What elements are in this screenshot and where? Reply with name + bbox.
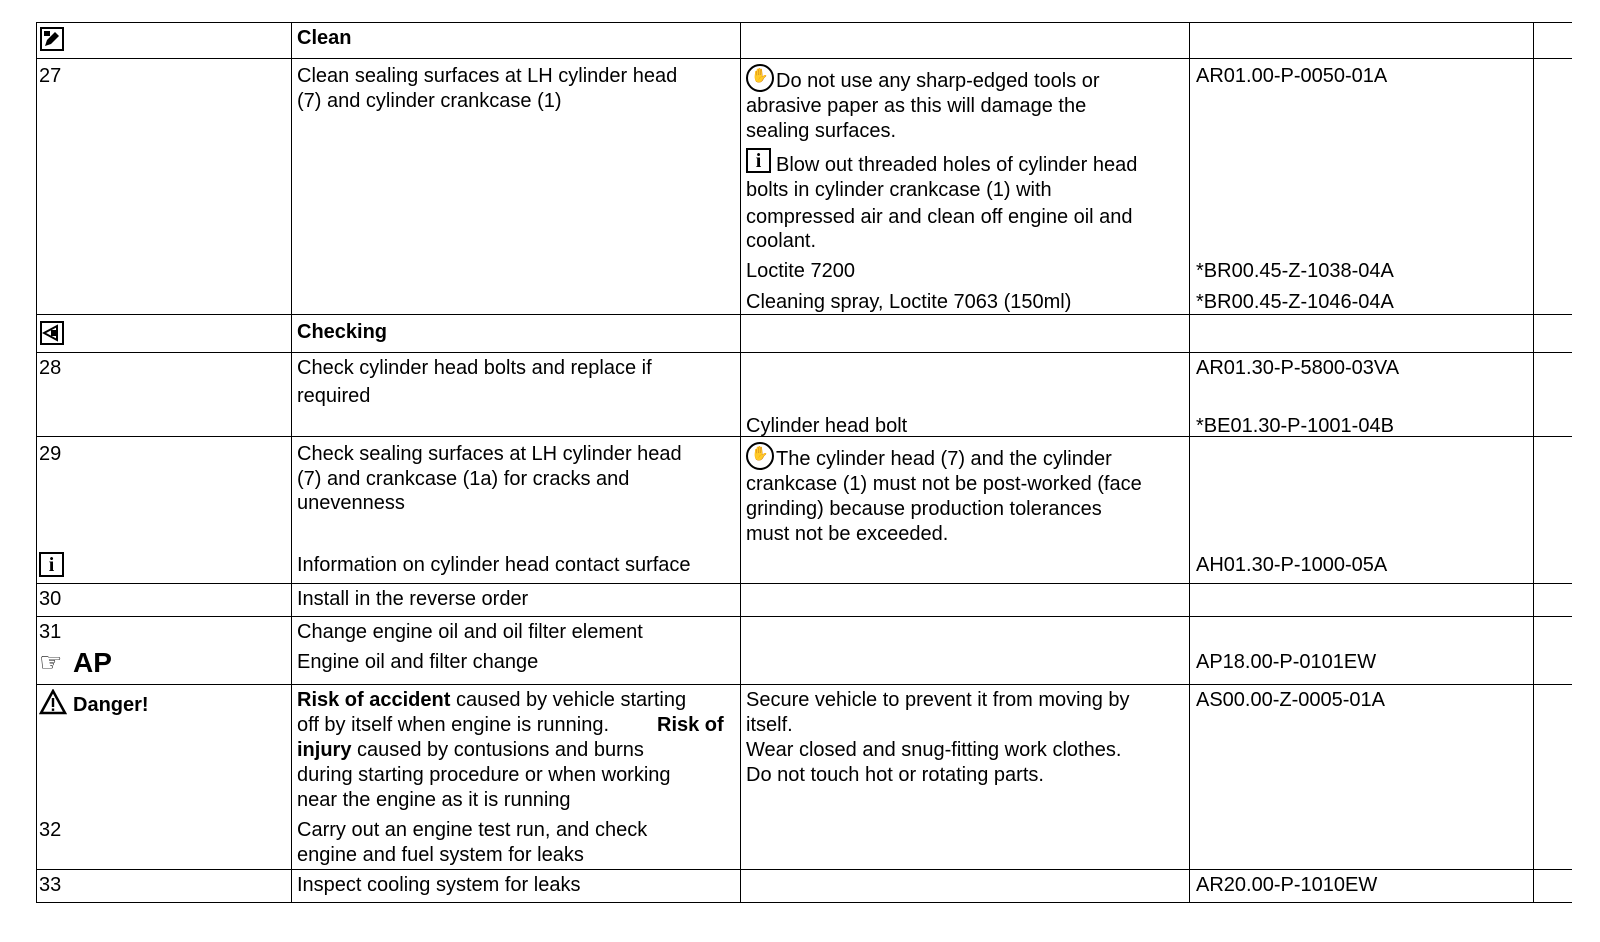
danger-text xyxy=(297,688,686,713)
step-text: Clean sealing surfaces at LH cylinder head xyxy=(297,65,678,87)
measure-text: Wear closed and snug-fitting work clothes. xyxy=(746,739,1122,761)
note-text: grinding) because production tolerances xyxy=(746,498,1102,520)
row-step-33 xyxy=(36,869,1572,903)
danger-label: Danger! xyxy=(73,694,149,716)
info-box-icon: i xyxy=(39,552,64,577)
material-text: Loctite 7200 xyxy=(746,260,855,282)
step-text: Change engine oil and oil filter element xyxy=(297,621,643,643)
note-text: Do not use any sharp-edged tools or xyxy=(776,70,1100,92)
danger-text: near the engine as it is running xyxy=(297,789,571,811)
note-text: The cylinder head (7) and the cylinder xyxy=(776,448,1112,470)
row-clean-header xyxy=(36,22,1572,58)
step-text: Check cylinder head bolts and replace if xyxy=(297,357,652,379)
row-step-27 xyxy=(36,58,1572,314)
danger-text-part: caused by vehicle starting xyxy=(450,689,687,711)
info-link-text[interactable]: Information on cylinder head contact surface xyxy=(297,554,691,576)
step-number: 30 xyxy=(39,588,62,610)
procedure-table xyxy=(36,22,1572,925)
note-text: abrasive paper as this will damage the xyxy=(746,95,1087,117)
reference-code: AR01.00-P-0050-01A xyxy=(1196,65,1388,87)
step-text: Check sealing surfaces at LH cylinder head xyxy=(297,443,682,465)
section-title-checking: Checking xyxy=(297,321,388,343)
info-box-icon: i xyxy=(746,148,771,173)
note-text: Blow out threaded holes of cylinder head xyxy=(776,154,1138,176)
step-text: Inspect cooling system for leaks xyxy=(297,874,581,896)
reference-code: *BE01.30-P-1001-04B xyxy=(1196,415,1394,437)
danger-text xyxy=(297,738,644,763)
step-number: 31 xyxy=(39,621,62,643)
step-number: 33 xyxy=(39,874,62,896)
step-number: 28 xyxy=(39,357,62,379)
pencil-box-icon xyxy=(40,27,64,51)
reference-code: *BR00.45-Z-1038-04A xyxy=(1196,260,1394,282)
warning-triangle-icon xyxy=(39,689,67,715)
step-text: (7) and crankcase (1a) for cracks and xyxy=(297,468,630,490)
danger-text-part: caused by contusions and burns xyxy=(351,739,644,761)
note-text: compressed air and clean off engine oil and xyxy=(746,206,1133,228)
material-text: Cleaning spray, Loctite 7063 (150ml) xyxy=(746,291,1072,313)
reference-code: *BR00.45-Z-1046-04A xyxy=(1196,291,1394,313)
row-step-28 xyxy=(36,352,1572,436)
step-number: 32 xyxy=(39,819,62,841)
step-text: Install in the reverse order xyxy=(297,588,529,610)
step-text: engine and fuel system for leaks xyxy=(297,844,584,866)
row-step-31 xyxy=(36,616,1572,684)
reference-code: AP18.00-P-0101EW xyxy=(1196,651,1377,673)
reference-code: AR20.00-P-1010EW xyxy=(1196,874,1378,896)
step-number: 29 xyxy=(39,443,62,465)
row-step-29 xyxy=(36,436,1572,583)
danger-text: off by itself when engine is running. xyxy=(297,714,610,736)
step-text: Carry out an engine test run, and check xyxy=(297,819,648,841)
note-text: must not be exceeded. xyxy=(746,523,949,545)
step-text: unevenness xyxy=(297,492,405,514)
step-text: (7) and cylinder crankcase (1) xyxy=(297,90,562,112)
step-text: required xyxy=(297,385,371,407)
step-number: 27 xyxy=(39,65,62,87)
measure-text: Do not touch hot or rotating parts. xyxy=(746,764,1044,786)
measure-text: itself. xyxy=(746,714,793,736)
danger-text: during starting procedure or when working xyxy=(297,764,671,786)
row-checking-header xyxy=(36,314,1572,352)
material-text: Cylinder head bolt xyxy=(746,415,908,437)
row-danger-step-32 xyxy=(36,684,1572,869)
note-text: crankcase (1) must not be post-worked (face xyxy=(746,473,1142,495)
row-step-30 xyxy=(36,583,1572,616)
reference-code: AR01.30-P-5800-03VA xyxy=(1196,357,1400,379)
stop-hand-circle-icon: ✋ xyxy=(746,64,774,92)
ap-label: AP xyxy=(73,647,112,678)
pointing-hand-icon: ☞ xyxy=(39,647,63,677)
section-title-clean: Clean xyxy=(297,27,352,49)
reference-code: AS00.00-Z-0005-01A xyxy=(1196,689,1386,711)
ap-link-text[interactable]: Engine oil and filter change xyxy=(297,651,539,673)
note-text: sealing surfaces. xyxy=(746,120,897,142)
danger-text-bold: Risk of xyxy=(657,714,724,736)
measure-text: Secure vehicle to prevent it from moving by xyxy=(746,689,1130,711)
danger-text-bold: injury xyxy=(297,739,352,761)
note-text: bolts in cylinder crankcase (1) with xyxy=(746,179,1052,201)
reference-code: AH01.30-P-1000-05A xyxy=(1196,554,1388,576)
note-text: coolant. xyxy=(746,230,817,252)
stop-hand-circle-icon: ✋ xyxy=(746,442,774,470)
check-arrow-box-icon xyxy=(40,321,64,345)
danger-text-bold: Risk of accident xyxy=(297,689,451,711)
